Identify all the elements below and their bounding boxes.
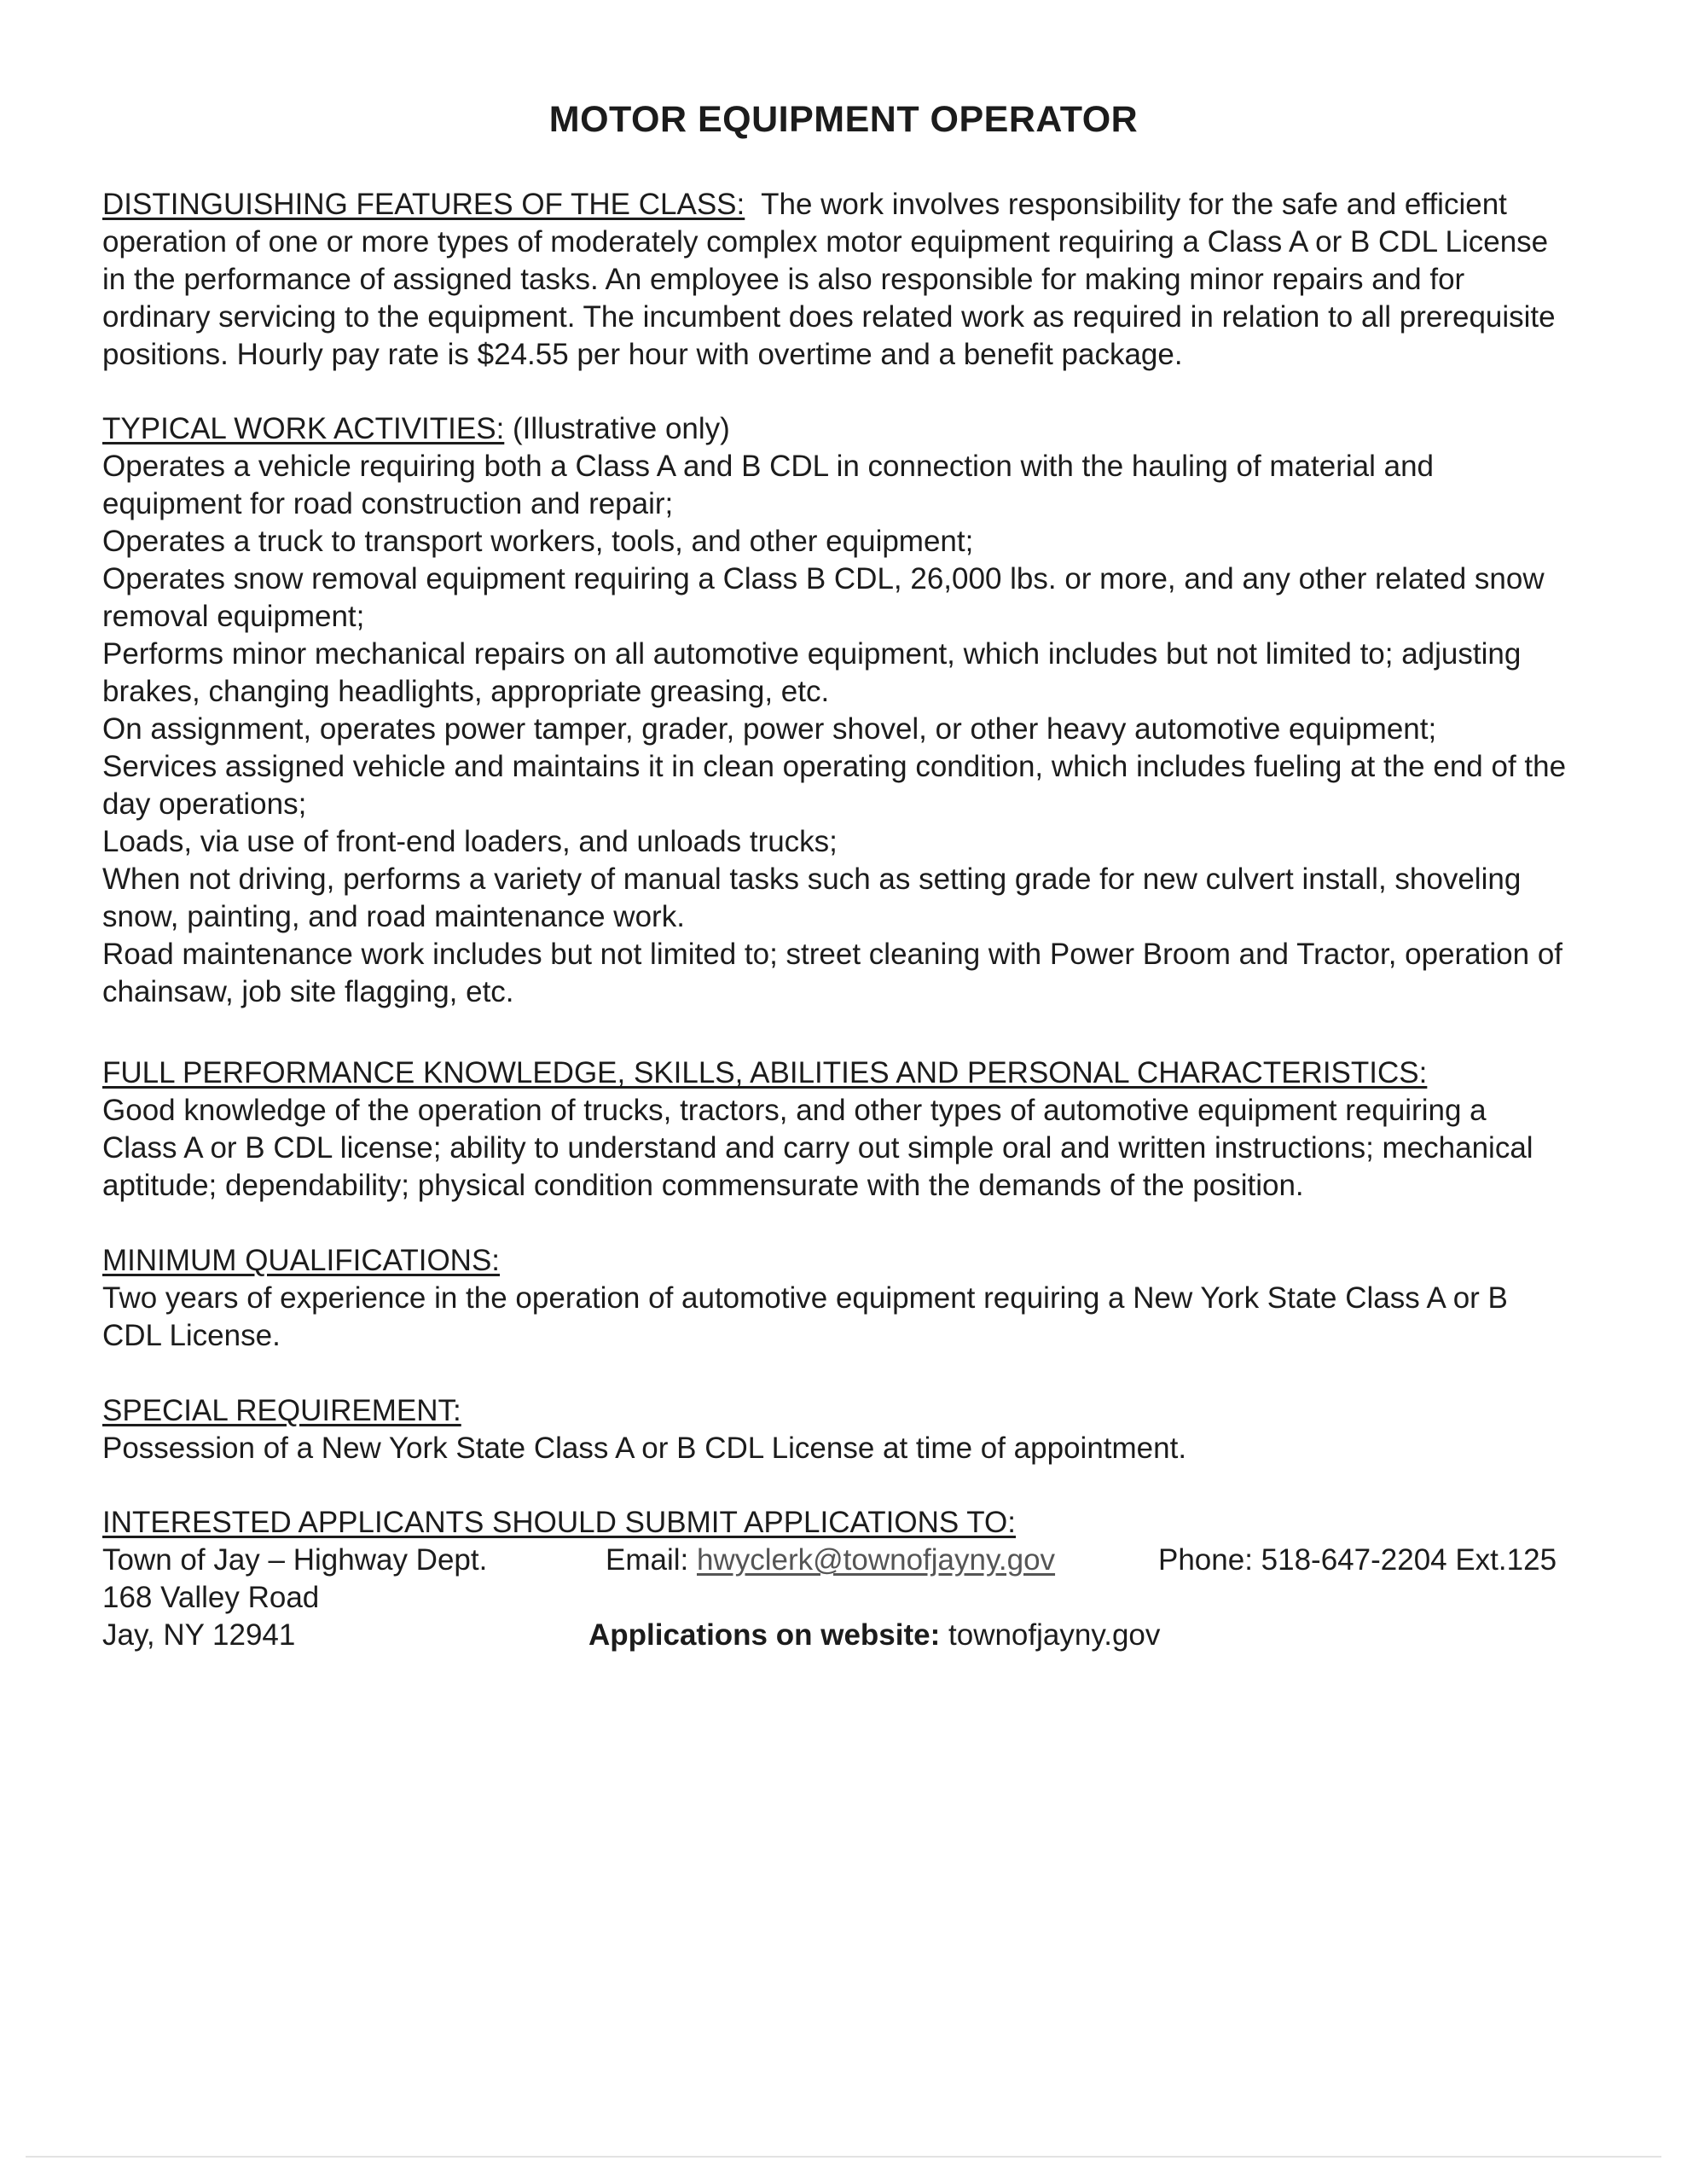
distinguishing-section <box>102 186 1603 374</box>
website-separator: : <box>930 1618 941 1652</box>
distinguishing-line: operation of one or more types of moderately complex motor equipment requiring a Class A or B CDL License <box>102 225 1549 258</box>
typical-heading-line <box>102 410 1603 448</box>
email-row <box>606 1542 1055 1579</box>
typical-note: (Illustrative only) <box>513 412 730 445</box>
address-line: Town of Jay – Highway Dept. <box>102 1543 488 1577</box>
applicants-heading: INTERESTED APPLICANTS SHOULD SUBMIT APPLICATIONS TO: <box>102 1506 1017 1539</box>
knowledge-line: Good knowledge of the operation of trucks, tractors, and other types of automotive equipment requiring a <box>102 1094 1487 1127</box>
website-link[interactable]: townofjayny.gov <box>948 1618 1161 1652</box>
distinguishing-line: in the performance of assigned tasks. An employee is also responsible for making minor repairs and for <box>102 263 1465 296</box>
activity-line: Operates a truck to transport workers, tools, and other equipment; <box>102 525 974 558</box>
activity-line: Services assigned vehicle and maintains it in clean operating condition, which includes fueling at the end of the <box>102 750 1567 783</box>
activity-line: brakes, changing headlights, appropriate greasing, etc. <box>102 675 830 708</box>
minimum-line: CDL License. <box>102 1319 281 1352</box>
knowledge-line: aptitude; dependability; physical condition commensurate with the demands of the position. <box>102 1169 1304 1202</box>
distinguishing-heading: DISTINGUISHING FEATURES OF THE CLASS: <box>102 188 745 221</box>
email-link[interactable]: hwyclerk@townofjayny.gov <box>696 1543 1056 1577</box>
special-requirement-section <box>102 1392 1603 1467</box>
knowledge-heading: FULL PERFORMANCE KNOWLEDGE, SKILLS, ABILITIES AND PERSONAL CHARACTERISTICS: <box>102 1056 1428 1089</box>
activity-line: Road maintenance work includes but not limited to; street cleaning with Power Broom and Tractor, operation of <box>102 938 1563 971</box>
special-heading: SPECIAL REQUIREMENT: <box>102 1394 461 1427</box>
activity-line: snow, painting, and road maintenance work. <box>102 900 685 933</box>
distinguishing-line: The work involves responsibility for the safe and efficient <box>761 188 1507 221</box>
activity-line: chainsaw, job site flagging, etc. <box>102 975 514 1008</box>
activity-line: Performs minor mechanical repairs on all automotive equipment, which includes but not limited to; adjusting <box>102 637 1522 671</box>
activity-line: Operates a vehicle requiring both a Class A and B CDL in connection with the hauling of material and <box>102 450 1435 483</box>
page-title: MOTOR EQUIPMENT OPERATOR <box>548 99 1139 140</box>
activity-line: equipment for road construction and repair; <box>102 487 674 520</box>
minimum-qualifications-section <box>102 1242 1603 1355</box>
typical-activities-section <box>102 410 1603 1011</box>
page-bottom-edge <box>26 2156 1661 2158</box>
address-line: Jay, NY 12941 <box>102 1618 296 1652</box>
distinguishing-line: ordinary servicing to the equipment. The incumbent does related work as required in relation to all prerequisite <box>102 300 1556 334</box>
activity-line: Operates snow removal equipment requiring a Class B CDL, 26,000 lbs. or more, and any other related snow <box>102 562 1545 595</box>
activity-line: day operations; <box>102 787 307 821</box>
website-row <box>588 1617 1160 1654</box>
phone-text: Phone: 518-647-2204 Ext.125 <box>1158 1543 1557 1577</box>
activity-line: Loads, via use of front-end loaders, and unloads trucks; <box>102 825 838 858</box>
knowledge-line: Class A or B CDL license; ability to understand and carry out simple oral and written instructions; mechanical <box>102 1131 1533 1165</box>
minimum-line: Two years of experience in the operation of automotive equipment requiring a New York State Class A or B <box>102 1281 1508 1315</box>
applicants-section <box>102 1504 1603 1542</box>
activity-line: On assignment, operates power tamper, grader, power shovel, or other heavy automotive equipment; <box>102 712 1437 746</box>
address-line: 168 Valley Road <box>102 1581 320 1614</box>
email-label: Email: <box>606 1543 689 1577</box>
activity-line: When not driving, performs a variety of manual tasks such as setting grade for new culvert install, shoveling <box>102 863 1522 896</box>
typical-heading: TYPICAL WORK ACTIVITIES: <box>102 412 505 445</box>
minimum-heading: MINIMUM QUALIFICATIONS: <box>102 1244 501 1277</box>
website-label: Applications on website <box>588 1618 930 1652</box>
knowledge-section <box>102 1054 1603 1205</box>
distinguishing-line: positions. Hourly pay rate is $24.55 per hour with overtime and a benefit package. <box>102 338 1183 371</box>
distinguishing-first-line <box>102 186 1603 224</box>
activity-line: removal equipment; <box>102 600 365 633</box>
special-line: Possession of a New York State Class A or B CDL License at time of appointment. <box>102 1432 1187 1465</box>
